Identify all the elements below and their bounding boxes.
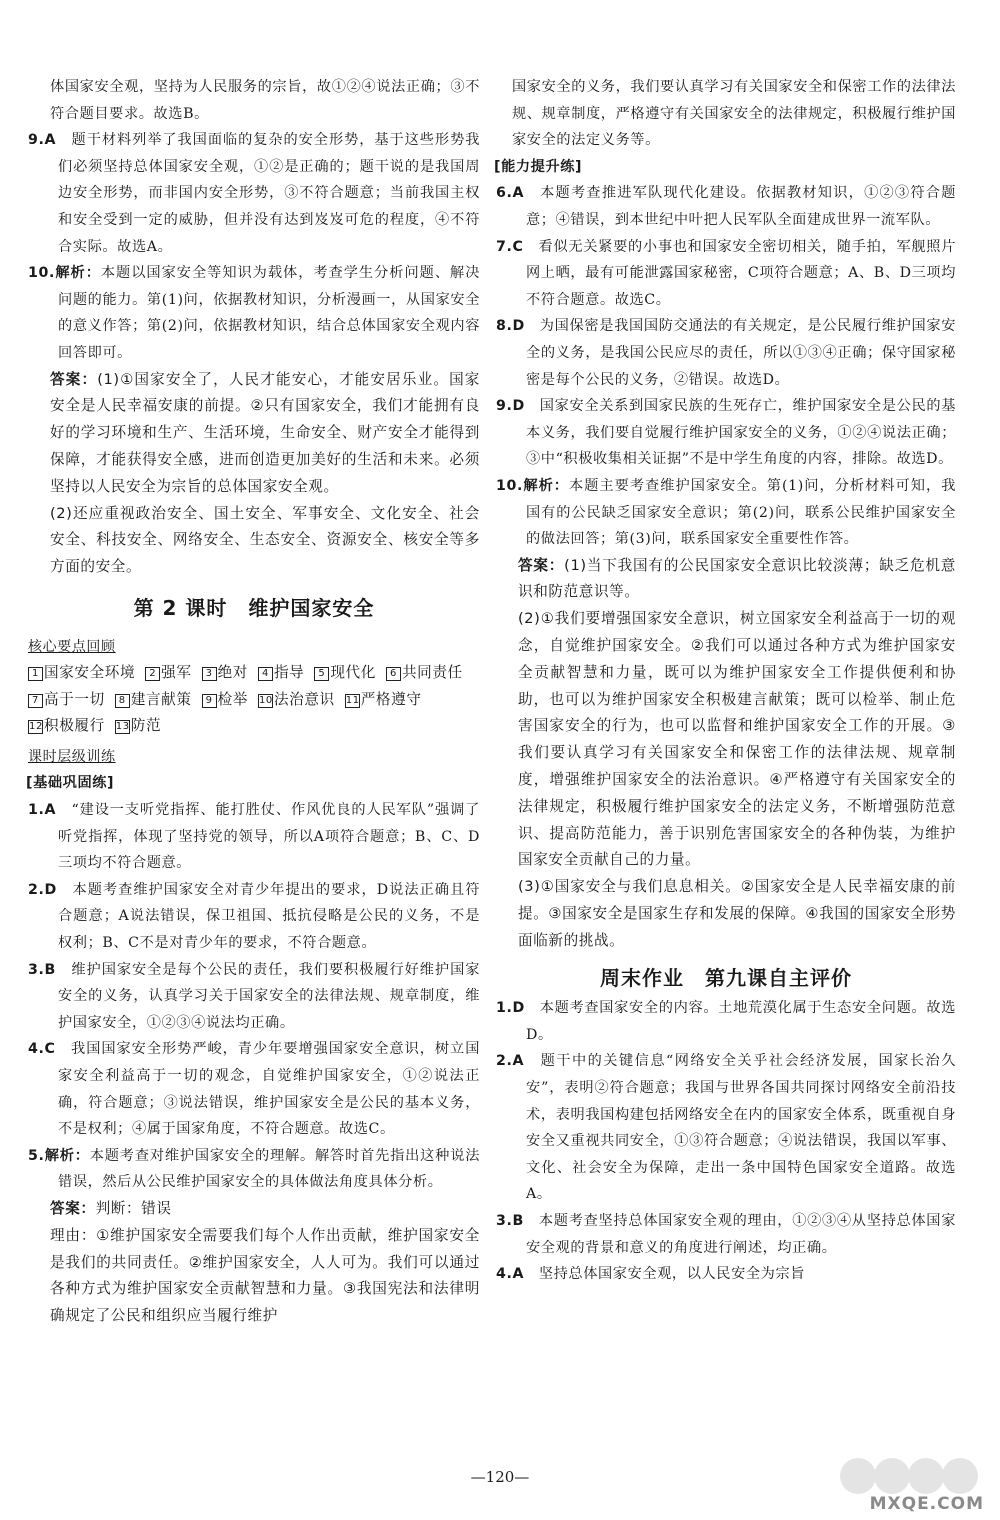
answer-number: 3.B — [496, 1212, 524, 1229]
weekend-item-4 — [496, 1261, 956, 1288]
answer-text: 维护国家安全是每个公民的责任，我们要积极履行好维护国家安全的义务，认真学习关于国家安全的法律法规、规章制度，维护国家安全，①②③④说法均正确。 — [58, 961, 480, 1031]
key-point-number: 2 — [145, 667, 160, 681]
weekend-title: 周末作业 第九课自主评价 — [600, 965, 852, 990]
key-point-number: 4 — [258, 667, 273, 681]
answer-item-10 — [496, 473, 956, 553]
analysis-label: 解析： — [522, 477, 569, 494]
key-point-item — [202, 660, 248, 687]
answer-number: 4.C — [28, 1041, 56, 1058]
key-point-number: 5 — [314, 667, 329, 681]
continued-text: 国家安全的义务，我们要认真学习有关国家安全和保密工作的法律法规、规章制度，严格遵守有关国家安全的法律规定，积极履行维护国家安全的法定义务等。 — [512, 79, 956, 149]
answer-text: 国家安全关系到国家民族的生死存亡，维护国家安全是公民的基本义务，我们要自觉履行维护国家安全的义务，①②④说法正确；③中“积极收集相关证据”不是中学生角度的内容，排除。故选D。 — [526, 398, 956, 468]
right-column — [496, 74, 956, 1288]
layer-training-heading: 课时层级训练 — [28, 748, 116, 765]
answer-text: 题干中的关键信息“网络安全关乎社会经济发展，国家长治久安”，表明②符合题意；我国与世界各国共同探讨网络安全前沿技术，表明我国构建包括网络安全在内的国家安全体系，既重视自身安全又重视共同安全，①③符合题意；④说法错误，我国以军事、文化、社会安全为保障，走出一条中国特色国家安全道路。故选A。 — [526, 1053, 956, 1203]
answer-number: 1.D — [496, 1000, 525, 1017]
key-point-text: 国家安全环境 — [44, 664, 136, 682]
key-point-item — [258, 660, 304, 687]
answer-number: 6.A — [496, 185, 525, 202]
key-point-text: 现代化 — [330, 664, 376, 682]
answer-text: 本题考查国家安全的内容。土地荒漠化属于生态安全问题。故选D。 — [526, 1000, 956, 1043]
answer-number: 8.D — [496, 318, 525, 335]
answer-block-2: (2)还应重视政治安全、国土安全、军事安全、文化安全、社会安全、科技安全、网络安全、生态安全、资源安全、核安全等多方面的安全。 — [50, 504, 480, 576]
answer-block-1 — [496, 553, 956, 607]
answer-text: “建设一支听党指挥、能打胜仗、作风优良的人民军队”强调了听党指挥，体现了坚持党的领导，所以A项符合题意；B、C、D三项均不符合题意。 — [58, 802, 480, 872]
basic-heading: [基础巩固练] — [26, 775, 115, 792]
answer-item-4 — [28, 1036, 480, 1142]
key-point-item — [202, 687, 248, 714]
key-point-number: 6 — [386, 667, 401, 681]
answer-number: 5. — [28, 1147, 45, 1164]
answer-block-reason: 理由：①维护国家安全需要我们每个人作出贡献，维护国家安全是我们的共同责任。②维护国家安全，人人可为。我们可以通过各种方式为维护国家安全贡献智慧和力量。③我国宪法和法律明确规定了公民和组织应当履行维护 — [50, 1226, 480, 1325]
watermark-text: MXQE.COM — [869, 1494, 984, 1514]
page-number: —120— — [470, 1468, 530, 1486]
answer-text: 我国国家安全形势严峻，青少年要增强国家安全意识，树立国家安全利益高于一切的观念，自觉维护国家安全，①②说法正确，符合题意；③说法错误，维护国家安全是公民的基本义务，不是权利；④属于国家角度，不符合题意。故选C。 — [58, 1041, 481, 1138]
key-point-number: 13 — [115, 721, 130, 733]
key-point-text: 检举 — [217, 690, 248, 708]
key-point-text: 绝对 — [217, 664, 248, 682]
answer-label: 答案： — [50, 1199, 96, 1217]
answer-text: 为国保密是我国国防交通法的有关规定，是公民履行维护国家安全的义务，是我国公民应尽的责任，所以①③④正确；保守国家秘密是每个公民的义务，②错误。故选D。 — [526, 318, 956, 388]
answer-number: 4.A — [496, 1266, 525, 1283]
answer-text: 坚持总体国家安全观，以人民安全为宗旨 — [538, 1266, 806, 1283]
answer-number: 9.D — [496, 398, 525, 415]
key-point-text: 高于一切 — [44, 690, 105, 708]
analysis-text: 本题主要考查维护国家安全。第(1)问，分析材料可知，我国有的公民缺乏国家安全意识；第(2)问，联系公民维护国家安全的做法回答；第(3)问，联系国家安全重要性作答。 — [526, 477, 956, 548]
key-point-item — [314, 660, 376, 687]
answer-item-9 — [28, 127, 480, 260]
answer-item-8 — [496, 313, 956, 393]
answer-item-7 — [496, 234, 956, 314]
answer-block-2: (2)①我们要增强国家安全意识，树立国家安全利益高于一切的观念，自觉维护国家安全。②我们可以通过各种方式为维护国家安全贡献智慧和力量，既可以为维护国家安全工作提供便利和协助，也可以为维护国家安全积极建言献策；既可以检举、制止危害国家安全的行为，也可以监督和维护国家安全工作的开展。③我们要认真学习有关国家安全和保密工作的法律法规、规章制度，增强维护国家安全的法治意识。④严格遵守有关国家安全的法律规定，积极履行维护国家安全的法定义务，不断增强防范意识、提高防范能力，善于识别危害国家安全的各种伪装，为维护国家安全贡献自己的力量。 — [518, 610, 956, 869]
answer-number: 1.A — [28, 802, 57, 819]
key-point-item — [345, 687, 422, 714]
analysis-text: 本题考查对维护国家安全的理解。解答时首先指出这种说法错误，然后从公民维护国家安全的具体做法角度具体分析。 — [58, 1147, 480, 1191]
key-point-text: 防范 — [130, 717, 162, 735]
key-point-item — [145, 660, 191, 687]
key-point-text: 指导 — [273, 664, 305, 682]
key-point-item — [258, 687, 335, 714]
answer-item-10 — [28, 260, 480, 366]
continued-text: 体国家安全观，坚持为人民服务的宗旨，故①②④说法正确；③不符合题目要求。故选B。 — [50, 79, 480, 122]
answer-number: 9.A — [28, 132, 57, 149]
key-point-item — [386, 660, 463, 687]
answer-text: 看似无关紧要的小事也和国家安全密切相关，随手拍，军舰照片网上晒，最有可能泄露国家秘密，C项符合题意；A、B、D三项均不符合题意。故选C。 — [526, 238, 956, 308]
key-point-number: 10 — [258, 694, 273, 706]
weekend-item-2 — [496, 1048, 956, 1208]
key-point-item — [28, 660, 135, 687]
answer-item-5 — [28, 1143, 480, 1196]
key-point-number: 12 — [29, 721, 43, 733]
key-points — [28, 660, 480, 740]
key-point-item — [115, 713, 161, 740]
key-point-number: 7 — [28, 694, 43, 708]
key-point-item — [115, 687, 192, 714]
answer-item-6 — [496, 180, 956, 233]
weekend-item-1 — [496, 995, 956, 1048]
answer-number: 10. — [496, 477, 523, 494]
key-point-number: 1 — [28, 667, 43, 681]
answer-number: 10. — [28, 265, 55, 282]
answer-text: 本题考查推进军队现代化建设。依据教材知识，①②③符合题意；④错误，到本世纪中叶把人民军队全面建成世界一流军队。 — [526, 185, 957, 228]
answer-block-3: (3)①国家安全与我们息息相关。②国家安全是人民幸福安康的前提。③国家安全是国家生存和发展的保障。④我国的国家安全形势面临新的挑战。 — [518, 878, 956, 949]
answer-item-1 — [28, 797, 480, 877]
answer-content: (1)当下我国有的公民国家安全意识比较淡薄；缺乏危机意识和防范意识等。 — [518, 556, 956, 601]
answer-item-9 — [496, 393, 956, 473]
analysis-label: 解析： — [54, 265, 101, 282]
core-review-heading: 核心要点回顾 — [28, 638, 116, 655]
analysis-text: 本题以国家安全等知识为载体，考查学生分析问题、解决问题的能力。第(1)问，依据教材知识，分析漫画一，从国家安全的意义作答；第(2)问，依据教材知识，结合总体国家安全观内容回答即可。 — [58, 265, 480, 361]
answer-label: 答案： — [518, 556, 565, 574]
answer-number: 7.C — [496, 238, 524, 255]
judge-text: 判断：错误 — [95, 1199, 172, 1217]
key-point-item — [28, 713, 105, 740]
answer-item-3 — [28, 957, 480, 1037]
weekend-item-3 — [496, 1208, 956, 1261]
answer-block-1 — [28, 367, 480, 501]
ability-heading: [能力提升练] — [494, 158, 583, 175]
answer-number: 2.A — [496, 1053, 525, 1070]
key-point-text: 共同责任 — [401, 664, 463, 682]
answer-text: 本题考查坚持总体国家安全观的理由，①②③④从坚持总体国家安全观的背景和意义的角度进行阐述，均正确。 — [526, 1212, 956, 1256]
answer-label: 答案： — [50, 370, 98, 388]
answer-text: 题干材料列举了我国面临的复杂的安全形势，基于这些形势我们必须坚持总体国家安全观，①②是正确的；题干说的是我国周边安全形势，而非国内安全形势，③不符合题意；当前我国主权和安全受到一定的威胁，但并没有达到岌岌可危的程度，④不符合实际。故选A。 — [58, 132, 480, 255]
key-point-text: 法治意识 — [273, 690, 335, 708]
key-point-text: 严格遵守 — [360, 690, 422, 708]
answer-text: 本题考查维护国家安全对青少年提出的要求，D说法正确且符合题意；A说法错误，保卫祖国、抵抗侵略是公民的义务，不是权利；B、C不是对青少年的要求，不符合题意。 — [58, 881, 480, 952]
key-point-number: 9 — [202, 694, 217, 708]
key-point-number: 3 — [202, 667, 217, 681]
analysis-label: 解析： — [44, 1147, 90, 1164]
key-point-number: 8 — [115, 694, 130, 708]
lesson-title: 第 2 课时 维护国家安全 — [133, 595, 375, 620]
key-point-item — [28, 687, 105, 714]
left-column — [28, 74, 480, 1330]
answer-content: (1)①国家安全了，人民才能安心，才能安居乐业。国家安全是人民幸福安康的前提。②只有国家安全，我们才能拥有良好的学习环境和生产、生活环境，生命安全、财产安全才能得到保障，才能获得安全感，进而创造更加美好的生活和未来。必须坚持以人民安全为宗旨的总体国家安全观。 — [50, 370, 480, 495]
answer-block-judge — [28, 1196, 480, 1223]
key-point-text: 强军 — [161, 664, 192, 682]
answer-item-2 — [28, 877, 480, 957]
key-point-text: 建言献策 — [130, 690, 192, 708]
key-point-number: 11 — [345, 694, 360, 706]
answer-number: 3.B — [28, 961, 56, 978]
answer-number: 2.D — [28, 881, 57, 898]
key-point-text: 积极履行 — [44, 717, 105, 735]
